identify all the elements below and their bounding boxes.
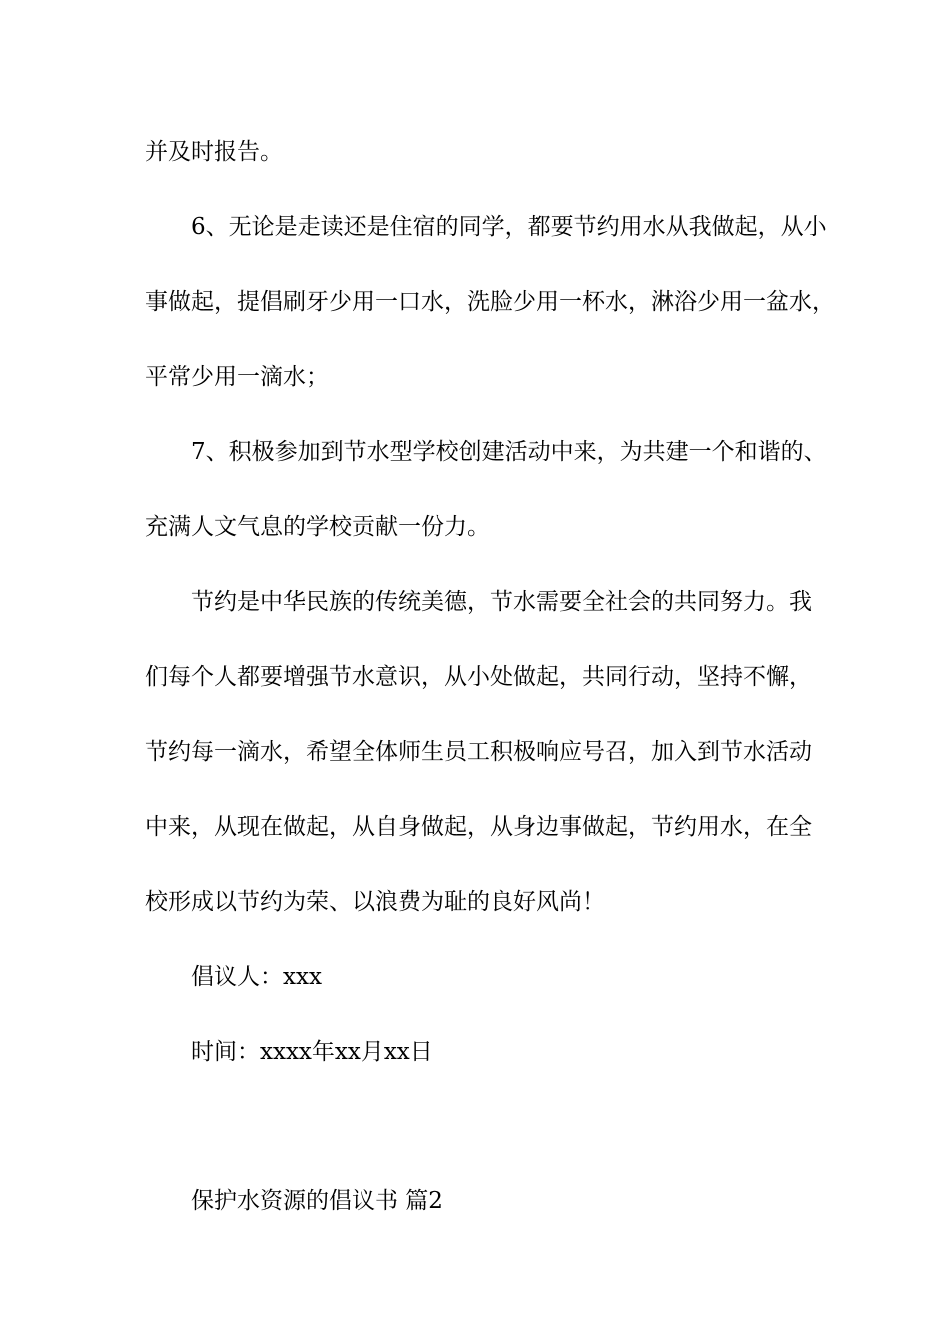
paragraph-line: 7、积极参加到节水型学校创建活动中来，为共建一个和谐的、 bbox=[191, 439, 827, 465]
section-heading: 保护水资源的倡议书 篇2 bbox=[191, 1188, 443, 1214]
signature-proposer: 倡议人：xxx bbox=[191, 964, 322, 990]
paragraph-line: 6、无论是走读还是住宿的同学，都要节约用水从我做起，从小 bbox=[191, 214, 827, 240]
paragraph-line: 们每个人都要增强节水意识，从小处做起，共同行动，坚持不懈， bbox=[145, 664, 812, 690]
paragraph-line: 节约每一滴水，希望全体师生员工积极响应号召，加入到节水活动 bbox=[145, 739, 812, 765]
signature-date: 时间：xxxx年xx月xx日 bbox=[191, 1039, 433, 1065]
paragraph-line: 节约是中华民族的传统美德，节水需要全社会的共同努力。我 bbox=[191, 589, 812, 615]
paragraph-line: 平常少用一滴水； bbox=[145, 364, 329, 390]
paragraph-line: 校形成以节约为荣、以浪费为耻的良好风尚！ bbox=[145, 889, 605, 915]
paragraph-line: 充满人文气息的学校贡献一份力。 bbox=[145, 514, 490, 540]
paragraph-line: 事做起，提倡刷牙少用一口水，洗脸少用一杯水，淋浴少用一盆水， bbox=[145, 289, 835, 315]
paragraph-line: 中来，从现在做起，从自身做起，从身边事做起，节约用水，在全 bbox=[145, 814, 812, 840]
paragraph-line: 并及时报告。 bbox=[145, 139, 283, 165]
